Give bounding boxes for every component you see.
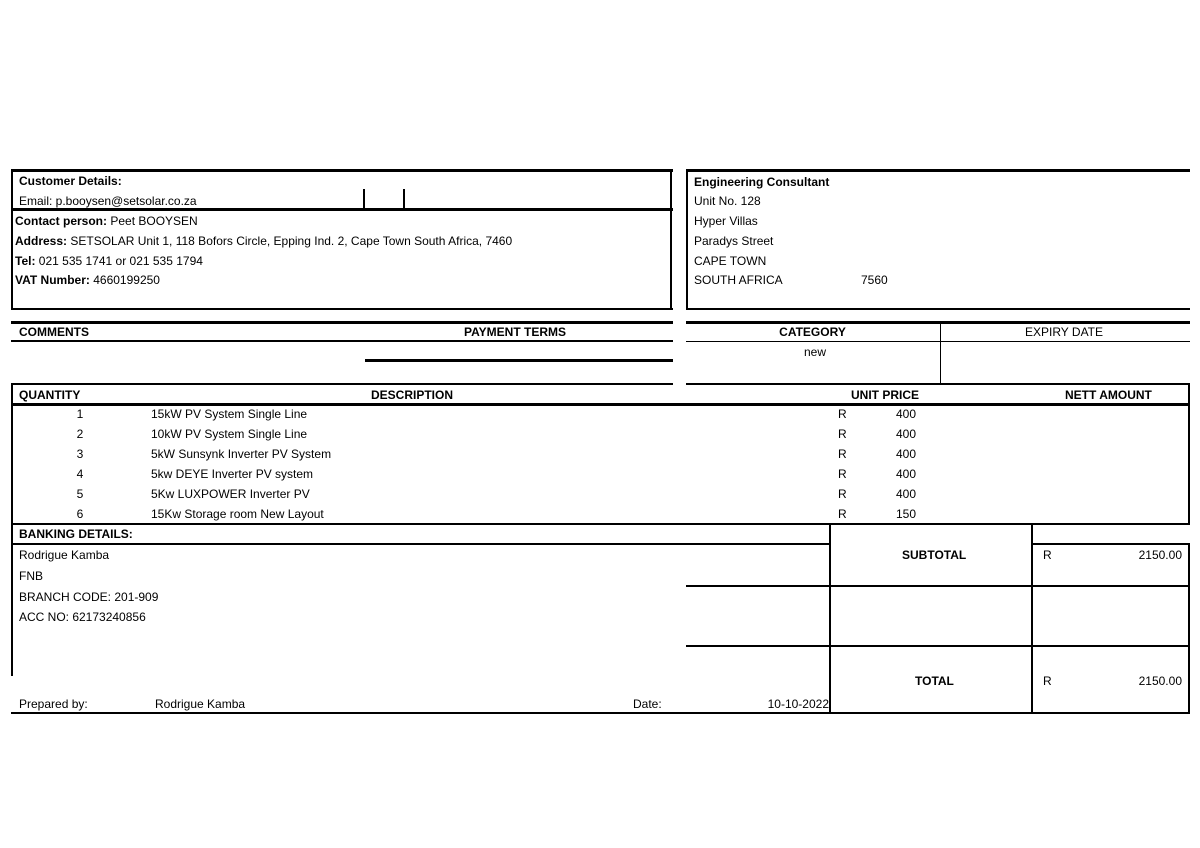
- consultant-address-line-2: Hyper Villas: [694, 214, 758, 228]
- subtotal-bottom-border: [686, 585, 1190, 587]
- category-header: CATEGORY: [779, 325, 846, 339]
- consultant-address-line-1: Unit No. 128: [694, 194, 761, 208]
- date-value: 10-10-2022: [767, 697, 829, 711]
- item-unit-price: 400: [895, 467, 916, 481]
- comments-row-header-border: [11, 340, 673, 342]
- item-quantity: 2: [76, 427, 84, 441]
- items-table-top-border-left: [11, 383, 673, 385]
- document-bottom-border: [11, 712, 1190, 714]
- item-description: 15kW PV System Single Line: [151, 407, 308, 421]
- customer-box-left-border: [11, 169, 13, 310]
- items-table-left-border: [11, 383, 13, 676]
- item-quantity: 6: [76, 507, 84, 521]
- customer-box-mid-border: [11, 208, 673, 211]
- nett-amount-header: NETT AMOUNT: [1065, 388, 1152, 402]
- banking-account-name: Rodrigue Kamba: [19, 548, 110, 562]
- item-description: 15Kw Storage room New Layout: [151, 507, 324, 521]
- item-unit-price: 150: [895, 507, 916, 521]
- email-row-divider-1: [363, 189, 365, 210]
- total-value: 2150.00: [1138, 674, 1182, 688]
- category-row-top-border: [686, 321, 1190, 324]
- item-description: 5Kw LUXPOWER Inverter PV: [151, 487, 310, 501]
- item-currency: R: [838, 467, 847, 481]
- category-row-bottom-border: [686, 383, 1190, 385]
- date-label: Date:: [633, 697, 662, 711]
- consultant-box-top-border: [686, 169, 1190, 172]
- contact-person-value: Peet BOOYSEN: [107, 214, 198, 228]
- telephone-value: 021 535 1741 or 021 535 1794: [35, 254, 203, 268]
- item-unit-price: 400: [895, 447, 916, 461]
- item-unit-price: 400: [895, 427, 916, 441]
- category-value: new: [803, 345, 826, 359]
- subtotal-label: SUBTOTAL: [902, 548, 967, 562]
- customer-details-heading: Customer Details:: [19, 174, 122, 188]
- item-unit-price: 400: [895, 487, 916, 501]
- consultant-country: SOUTH AFRICA: [694, 273, 783, 287]
- items-table-bottom-border: [11, 523, 1190, 525]
- contact-person-label: Contact person:: [15, 214, 108, 228]
- telephone-label: Tel:: [15, 254, 36, 268]
- quantity-header: QUANTITY: [19, 388, 81, 402]
- customer-box-top-border: [11, 169, 673, 172]
- blank-row-bottom-border: [686, 645, 1190, 647]
- item-unit-price: 400: [895, 407, 916, 421]
- banking-details-heading: BANKING DETAILS:: [19, 527, 133, 541]
- item-description: 10kW PV System Single Line: [151, 427, 308, 441]
- address-line: [15, 234, 512, 248]
- item-currency: R: [838, 447, 847, 461]
- item-quantity: 5: [76, 487, 84, 501]
- contact-person-line: [15, 214, 198, 228]
- consultant-postcode: 7560: [861, 273, 888, 287]
- item-currency: R: [838, 427, 847, 441]
- customer-box-bottom-border: [11, 308, 673, 310]
- email-row-divider-2: [403, 189, 405, 210]
- item-description: 5kw DEYE Inverter PV system: [151, 467, 314, 481]
- description-header: DESCRIPTION: [371, 388, 454, 402]
- item-currency: R: [838, 407, 847, 421]
- address-label: Address:: [15, 234, 68, 248]
- expiry-date-header: EXPIRY DATE: [1024, 325, 1104, 339]
- total-label: TOTAL: [915, 674, 954, 688]
- totals-value-column-left: [1031, 523, 1033, 714]
- prepared-by-name: Rodrigue Kamba: [155, 697, 246, 711]
- telephone-line: [15, 254, 203, 268]
- prepared-by-label: Prepared by:: [19, 697, 88, 711]
- item-description: 5kW Sunsynk Inverter PV System: [151, 447, 332, 461]
- banking-account-number: ACC NO: 62173240856: [19, 610, 146, 624]
- subtotal-top-border: [1031, 543, 1190, 545]
- item-currency: R: [838, 487, 847, 501]
- subtotal-value: 2150.00: [1138, 548, 1182, 562]
- payment-terms-underline: [365, 359, 673, 362]
- item-quantity: 1: [76, 407, 84, 421]
- item-quantity: 3: [76, 447, 84, 461]
- totals-value-column-right: [1188, 543, 1190, 714]
- comments-header: COMMENTS: [19, 325, 89, 339]
- address-value: SETSOLAR Unit 1, 118 Bofors Circle, Epping Ind. 2, Cape Town South Africa, 7460: [67, 234, 513, 248]
- vat-number-label: VAT Number:: [15, 273, 90, 287]
- consultant-heading: Engineering Consultant: [694, 175, 830, 189]
- customer-box-right-border: [670, 169, 672, 310]
- customer-email: Email: p.booysen@setsolar.co.za: [19, 194, 197, 208]
- banking-branch-code: BRANCH CODE: 201-909: [19, 590, 159, 604]
- item-quantity: 4: [76, 467, 84, 481]
- vat-number-value: 4660199250: [89, 273, 160, 287]
- consultant-address-line-3: Paradys Street: [694, 234, 774, 248]
- consultant-city: CAPE TOWN: [694, 254, 767, 268]
- vat-number-line: [15, 273, 160, 287]
- totals-label-column-left: [829, 523, 831, 714]
- item-currency: R: [838, 507, 847, 521]
- consultant-box-left-border: [686, 169, 688, 310]
- total-currency: R: [1043, 674, 1052, 688]
- category-row-header-border: [686, 341, 1190, 342]
- payment-terms-header: PAYMENT TERMS: [464, 325, 567, 339]
- banking-heading-underline: [11, 543, 831, 545]
- category-expiry-divider: [940, 321, 941, 384]
- consultant-box-bottom-border: [686, 308, 1190, 310]
- items-table-header-border: [11, 403, 1190, 406]
- unit-price-header: UNIT PRICE: [851, 388, 920, 402]
- banking-bank-name: FNB: [19, 569, 43, 583]
- comments-row-top-border: [11, 321, 673, 324]
- subtotal-currency: R: [1043, 548, 1052, 562]
